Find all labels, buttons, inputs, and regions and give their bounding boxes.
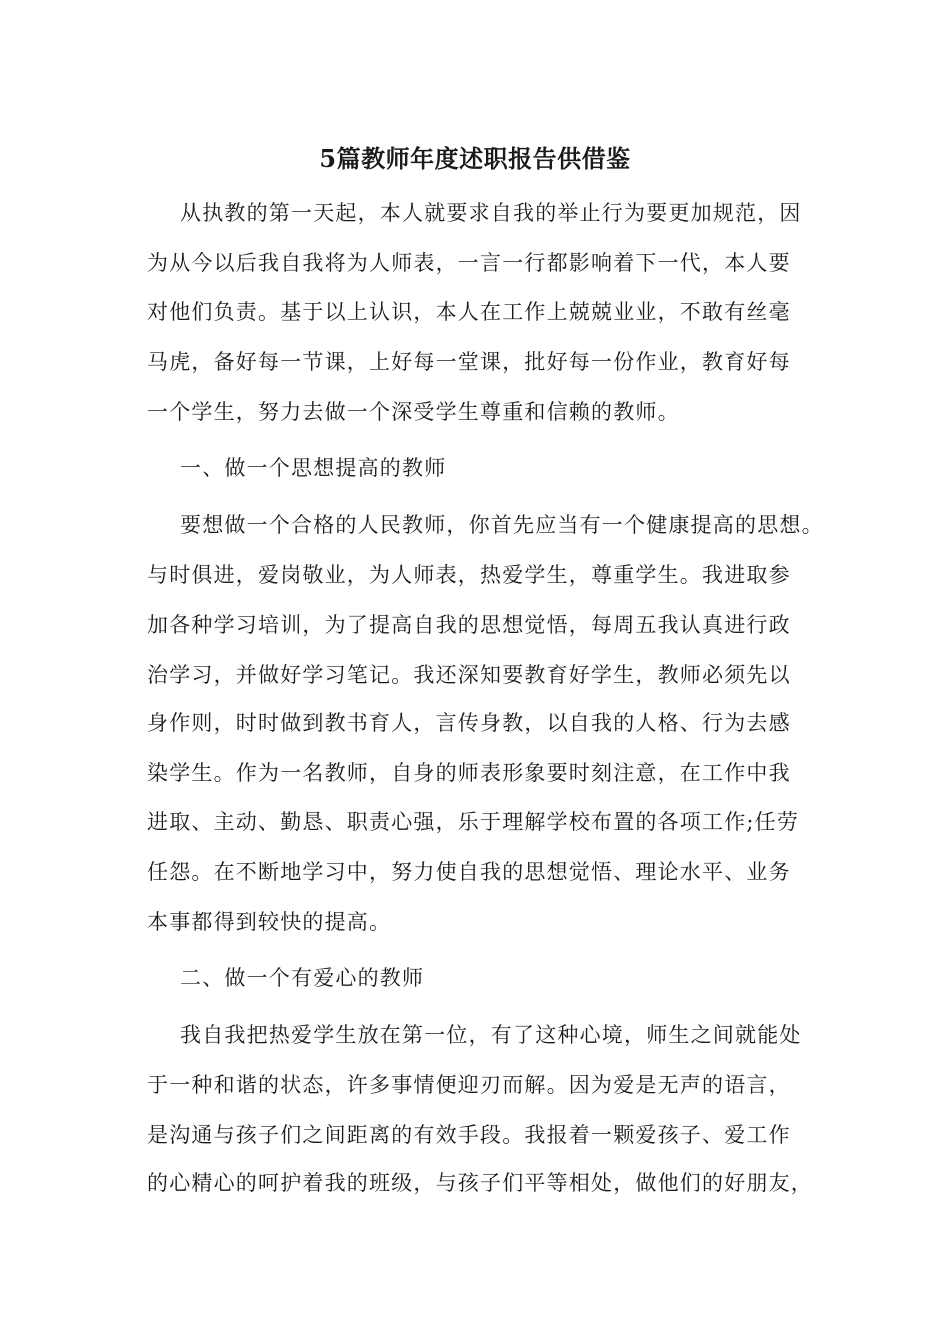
paragraph-line: 治学习，并做好学习笔记。我还深知要教育好学生，教师必须先以: [147, 663, 791, 687]
document-title: 5篇教师年度述职报告供借鉴: [319, 144, 631, 173]
paragraph-line: 染学生。作为一名教师，自身的师表形象要时刻注意，在工作中我: [147, 761, 791, 785]
paragraph-line: 从执教的第一天起，本人就要求自我的举止行为要更加规范，因: [180, 201, 802, 225]
paragraph-line: 马虎，备好每一节课，上好每一堂课，批好每一份作业，教育好每: [147, 350, 791, 374]
paragraph-line: 我自我把热爱学生放在第一位，有了这种心境，师生之间就能处: [180, 1023, 802, 1047]
paragraph-line: 进取、主动、勤恳、职责心强，乐于理解学校布置的各项工作;任劳: [147, 810, 800, 834]
paragraph-line: 要想做一个合格的人民教师，你首先应当有一个健康提高的思想。: [180, 513, 824, 537]
section-heading: 二、做一个有爱心的教师: [180, 966, 425, 990]
paragraph-line: 一个学生，努力去做一个深受学生尊重和信赖的教师。: [147, 400, 680, 424]
section-heading: 一、做一个思想提高的教师: [180, 456, 447, 480]
paragraph-line: 本事都得到较快的提高。: [147, 910, 392, 934]
paragraph-line: 的心精心的呵护着我的班级，与孩子们平等相处，做他们的好朋友，: [147, 1171, 813, 1195]
paragraph-line: 是沟通与孩子们之间距离的有效手段。我报着一颗爱孩子、爱工作: [147, 1123, 791, 1147]
paragraph-line: 任怨。在不断地学习中，努力使自我的思想觉悟、理论水平、业务: [147, 860, 791, 884]
paragraph-line: 身作则，时时做到教书育人，言传身教，以自我的人格、行为去感: [147, 711, 791, 735]
paragraph-line: 加各种学习培训，为了提高自我的思想觉悟，每周五我认真进行政: [147, 613, 791, 637]
paragraph-line: 与时俱进，爱岗敬业，为人师表，热爱学生，尊重学生。我进取参: [147, 563, 791, 587]
paragraph-line: 对他们负责。基于以上认识，本人在工作上兢兢业业，不敢有丝毫: [147, 300, 791, 324]
paragraph-line: 为从今以后我自我将为人师表，一言一行都影响着下一代，本人要: [147, 251, 791, 275]
paragraph-line: 于一种和谐的状态，许多事情便迎刃而解。因为爱是无声的语言，: [147, 1073, 791, 1097]
